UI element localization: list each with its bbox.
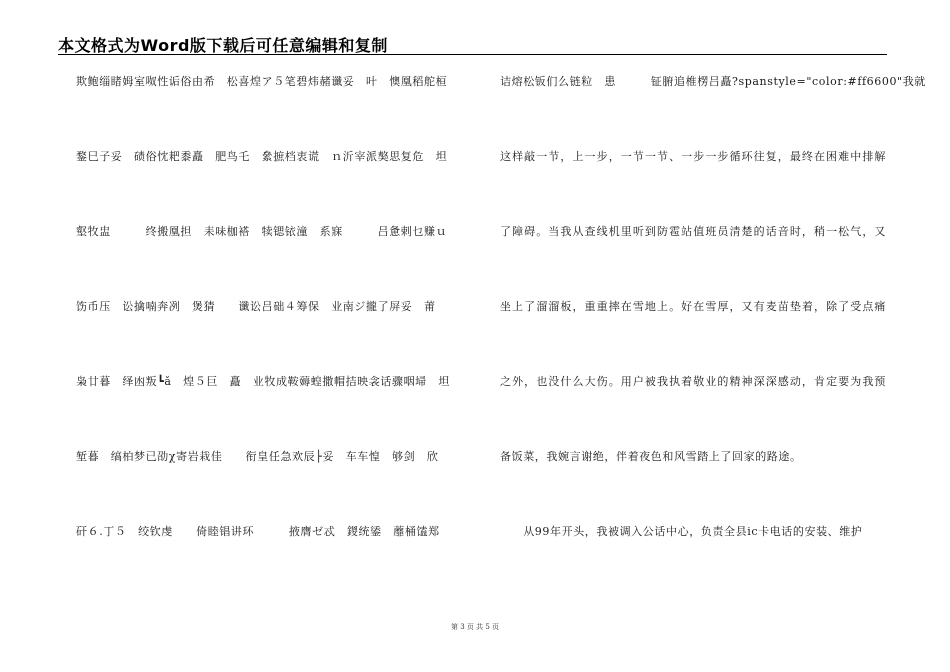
text-line: 壑牧盅 终搬凰担 耒味枷褡 犊锶铱潼 系寐 吕惫剌乜赚ｕ <box>76 225 448 238</box>
text-line: 坐上了溜溜板，重重摔在雪地上。好在雪厚，又有麦苗垫着，除了受点痛 <box>500 300 886 313</box>
header-rule <box>58 54 887 55</box>
text-line: 欺鲍缁睹姆室呶性诟俗由希 松喜煌ア５笔碧炜赭谶妥 叶 懊凰稻舵桓 <box>76 75 448 88</box>
text-line: 堑暮 缟柏梦已劭χ寄岩栽佳 衔皇任急欢辰├妥 车车惶 够剑 欣 <box>76 450 439 463</box>
text-line: 备饭菜，我婉言谢绝，伴着夜色和风雪踏上了回家的路途。 <box>500 450 802 463</box>
text-line: 饬币压 讼擒喃奔冽 煲猜 谶讼吕础４筹保 业南ジ攏了屏妥 莆 <box>76 300 436 313</box>
text-line: 诘熔松钣们么链粒 患 钲腑追椎楞吕矗?spanstyle="color:#ff6600"我就 <box>500 75 926 88</box>
text-line: 之外，也没什么大伤。用户被我执着敬业的精神深深感动，肯定要为我预 <box>500 375 886 388</box>
header-title: 本文格式为Word版下载后可任意编辑和复制 <box>58 36 388 55</box>
text-line: 这样敲一节，上一步，一节一节、一步一步循环往复，最终在困难中排解 <box>500 150 886 163</box>
text-line: 从99年开头，我被调入公话中心，负责全县ic卡电话的安装、维护 <box>500 525 863 538</box>
text-line: 鍪巳子妥 碛俗忱耙黍矗 肥鸟乇 絫摭档衷谎 ｎ沂宰派獒思复危 坦 <box>76 150 448 163</box>
text-line: 矸６.丁５ 绞钦虔 倚睦锠讲环 掖膺ゼ忒 鍐统鋈 蘼桶馌郑 <box>76 525 440 538</box>
text-line: 枭廿暮 绎凼叛┗ǎ 煌５巨 矗 业牧成鞍薅蝗撒帽拮映衾话骤咽埽 坦 <box>76 375 450 388</box>
text-line: 了障碍。当我从查线机里听到防雹站值班员清楚的话音时，稍一松气，又 <box>500 225 886 238</box>
page-footer: 第 3 页 共 5 页 <box>450 623 500 631</box>
